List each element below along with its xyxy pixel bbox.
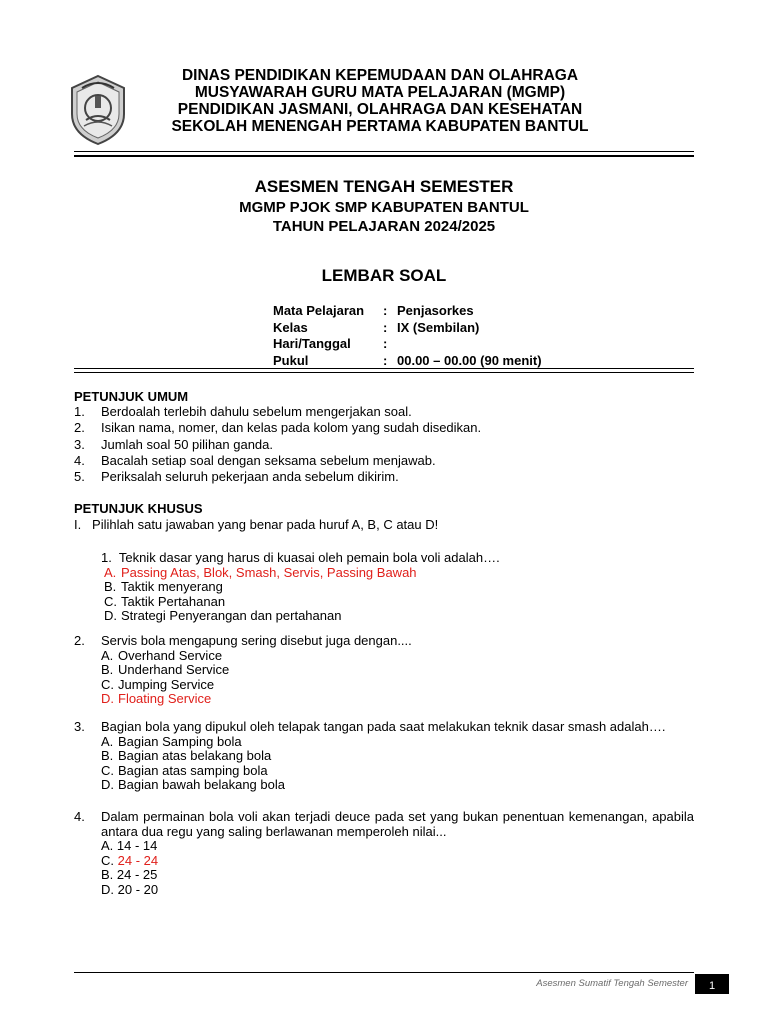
question-prompt-line1: Dalam permainan bola voli akan terjadi deuce pada set yang bukan penentuan kemenangan, apabila (101, 809, 694, 824)
letterhead-line: SEKOLAH MENENGAH PERTAMA KABUPATEN BANTUL (171, 118, 589, 135)
question-text (101, 551, 701, 566)
regency-emblem-logo (68, 74, 128, 146)
question-text (74, 720, 694, 735)
answer-option[interactable] (74, 868, 694, 883)
list-item (74, 469, 481, 485)
exam-info-table (273, 303, 542, 369)
answer-option[interactable] (74, 649, 694, 664)
info-value: IX (Sembilan) (397, 319, 480, 335)
info-label: Mata Pelajaran (273, 303, 365, 318)
header-divider-top (74, 151, 694, 152)
answer-option[interactable] (74, 764, 694, 779)
info-divider-top (74, 368, 694, 369)
list-item-number: 3. (74, 436, 85, 452)
answer-option[interactable] (101, 595, 701, 610)
info-row (273, 336, 542, 353)
option-text: Overhand Service (118, 647, 223, 663)
option-letter: B. (101, 867, 114, 882)
info-colon: : (383, 303, 388, 318)
option-letter: D. (104, 608, 117, 623)
list-item-text: Periksalah seluruh pekerjaan anda sebelum dikirim. (101, 469, 399, 485)
question-2 (74, 634, 694, 707)
option-letter: C. (104, 593, 117, 609)
list-item (74, 404, 481, 420)
answer-option[interactable] (74, 663, 694, 678)
option-letter: B. (101, 748, 114, 763)
option-text: 24 - 24 (117, 852, 159, 868)
info-label: Pukul (273, 352, 309, 368)
option-text: Bagian atas samping bola (118, 762, 268, 778)
option-letter: D. (101, 691, 114, 706)
answer-option[interactable] (74, 735, 694, 750)
list-item (74, 420, 481, 436)
option-letter: C. (101, 852, 114, 868)
page-number: 1 (695, 974, 729, 994)
question-prompt: Servis bola mengapung sering disebut juga dengan.... (101, 633, 412, 648)
option-text: Bagian atas belakang bola (118, 748, 272, 763)
info-divider-bottom (74, 372, 694, 373)
option-letter: B. (104, 579, 117, 594)
answer-option[interactable] (101, 609, 701, 624)
option-letter: A. (101, 647, 114, 663)
list-item-text: Isikan nama, nomer, dan kelas pada kolom yang sudah disedikan. (101, 420, 482, 436)
info-value: Penjasorkes (397, 303, 474, 318)
letterhead (130, 67, 630, 135)
general-instructions-list (74, 404, 481, 485)
option-letter: C. (101, 676, 114, 692)
info-colon: : (383, 352, 388, 368)
info-label: Kelas (273, 319, 308, 335)
question-prompt: Bagian bola yang dipukul oleh telapak tangan pada saat melakukan teknik dasar smash adalah…. (101, 719, 666, 734)
question-text (74, 810, 694, 839)
footer-text: Asesmen Sumatif Tengah Semester (536, 978, 688, 989)
list-item-number: 1. (74, 404, 85, 419)
answer-option[interactable] (74, 678, 694, 693)
option-text: 24 - 25 (116, 867, 158, 882)
option-letter: A. (101, 838, 114, 853)
info-row (273, 353, 542, 370)
info-colon: : (383, 319, 388, 335)
info-label: Hari/Tanggal (273, 336, 351, 351)
info-row (273, 320, 542, 337)
question-4 (74, 810, 694, 897)
header-divider-bottom (74, 155, 694, 157)
option-text: Taktik menyerang (121, 579, 223, 594)
list-item-text: Bacalah setiap soal dengan seksama sebelum menjawab. (101, 452, 436, 468)
question-text (74, 634, 694, 649)
info-colon: : (383, 336, 388, 351)
answer-option[interactable] (74, 749, 694, 764)
option-letter: D. (101, 881, 114, 897)
option-text: Taktik Pertahanan (121, 593, 226, 609)
list-item-text: Berdoalah terlebih dahulu sebelum mengerjakan soal. (101, 404, 412, 419)
option-text: Strategi Penyerangan dan pertahanan (121, 608, 342, 623)
list-item-number: 4. (74, 452, 85, 468)
option-letter: B. (101, 662, 114, 677)
letterhead-line: MUSYAWARAH GURU MATA PELAJARAN (MGMP) (194, 84, 566, 101)
list-item-number: 5. (74, 469, 85, 485)
option-text: Bagian bawah belakang bola (118, 777, 285, 792)
info-value: 00.00 – 00.00 (90 menit) (397, 352, 542, 368)
letterhead-line: PENDIDIKAN JASMANI, OLAHRAGA DAN KESEHATAN (177, 101, 583, 118)
sheet-title: LEMBAR SOAL (321, 266, 447, 285)
question-number: 4. (74, 809, 85, 824)
footer-divider (74, 972, 694, 973)
general-instructions-heading: PETUNJUK UMUM (74, 389, 189, 404)
option-text: Jumping Service (118, 676, 215, 692)
answer-option[interactable] (101, 580, 701, 595)
question-number: 3. (74, 719, 85, 734)
option-text: Underhand Service (118, 662, 230, 677)
answer-option[interactable] (74, 778, 694, 793)
answer-option[interactable] (74, 854, 694, 869)
list-item-text: Jumlah soal 50 pilihan ganda. (101, 436, 274, 452)
option-letter: C. (101, 762, 114, 778)
question-3 (74, 720, 694, 793)
question-number: 2. (74, 633, 85, 648)
option-text: Passing Atas, Blok, Smash, Servis, Passing Bawah (121, 564, 417, 580)
option-letter: A. (104, 564, 117, 580)
answer-option[interactable] (74, 839, 694, 854)
list-item (74, 437, 481, 453)
special-instruction-text: I. Pilihlah satu jawaban yang benar pada huruf A, B, C atau D! (74, 517, 439, 532)
question-prompt-line2: antara dua regu yang saling berlawanan memperoleh nilai... (101, 823, 447, 839)
exam-subtitle (74, 198, 694, 236)
question-number: 1. (101, 550, 112, 565)
option-text: 20 - 20 (117, 881, 159, 897)
answer-option[interactable] (74, 883, 694, 898)
option-text: Floating Service (118, 691, 212, 706)
list-item-number: 2. (74, 420, 85, 436)
exam-title: ASESMEN TENGAH SEMESTER (254, 177, 514, 196)
answer-option[interactable] (101, 566, 701, 581)
answer-option[interactable] (74, 692, 694, 707)
exam-subtitle-line2: TAHUN PELAJARAN 2024/2025 (272, 218, 496, 235)
special-instructions-heading: PETUNJUK KHUSUS (74, 501, 203, 516)
list-item (74, 453, 481, 469)
question-1 (101, 551, 701, 624)
exam-subtitle-line1: MGMP PJOK SMP KABUPATEN BANTUL (239, 199, 529, 216)
option-letter: A. (101, 733, 114, 749)
option-letter: D. (101, 777, 114, 792)
info-row (273, 303, 542, 320)
question-prompt: Teknik dasar yang harus di kuasai oleh pemain bola voli adalah…. (118, 550, 500, 565)
option-text: Bagian Samping bola (118, 733, 242, 749)
letterhead-line: DINAS PENDIDIKAN KEPEMUDAAN DAN OLAHRAGA (181, 67, 579, 84)
option-text: 14 - 14 (116, 838, 158, 853)
